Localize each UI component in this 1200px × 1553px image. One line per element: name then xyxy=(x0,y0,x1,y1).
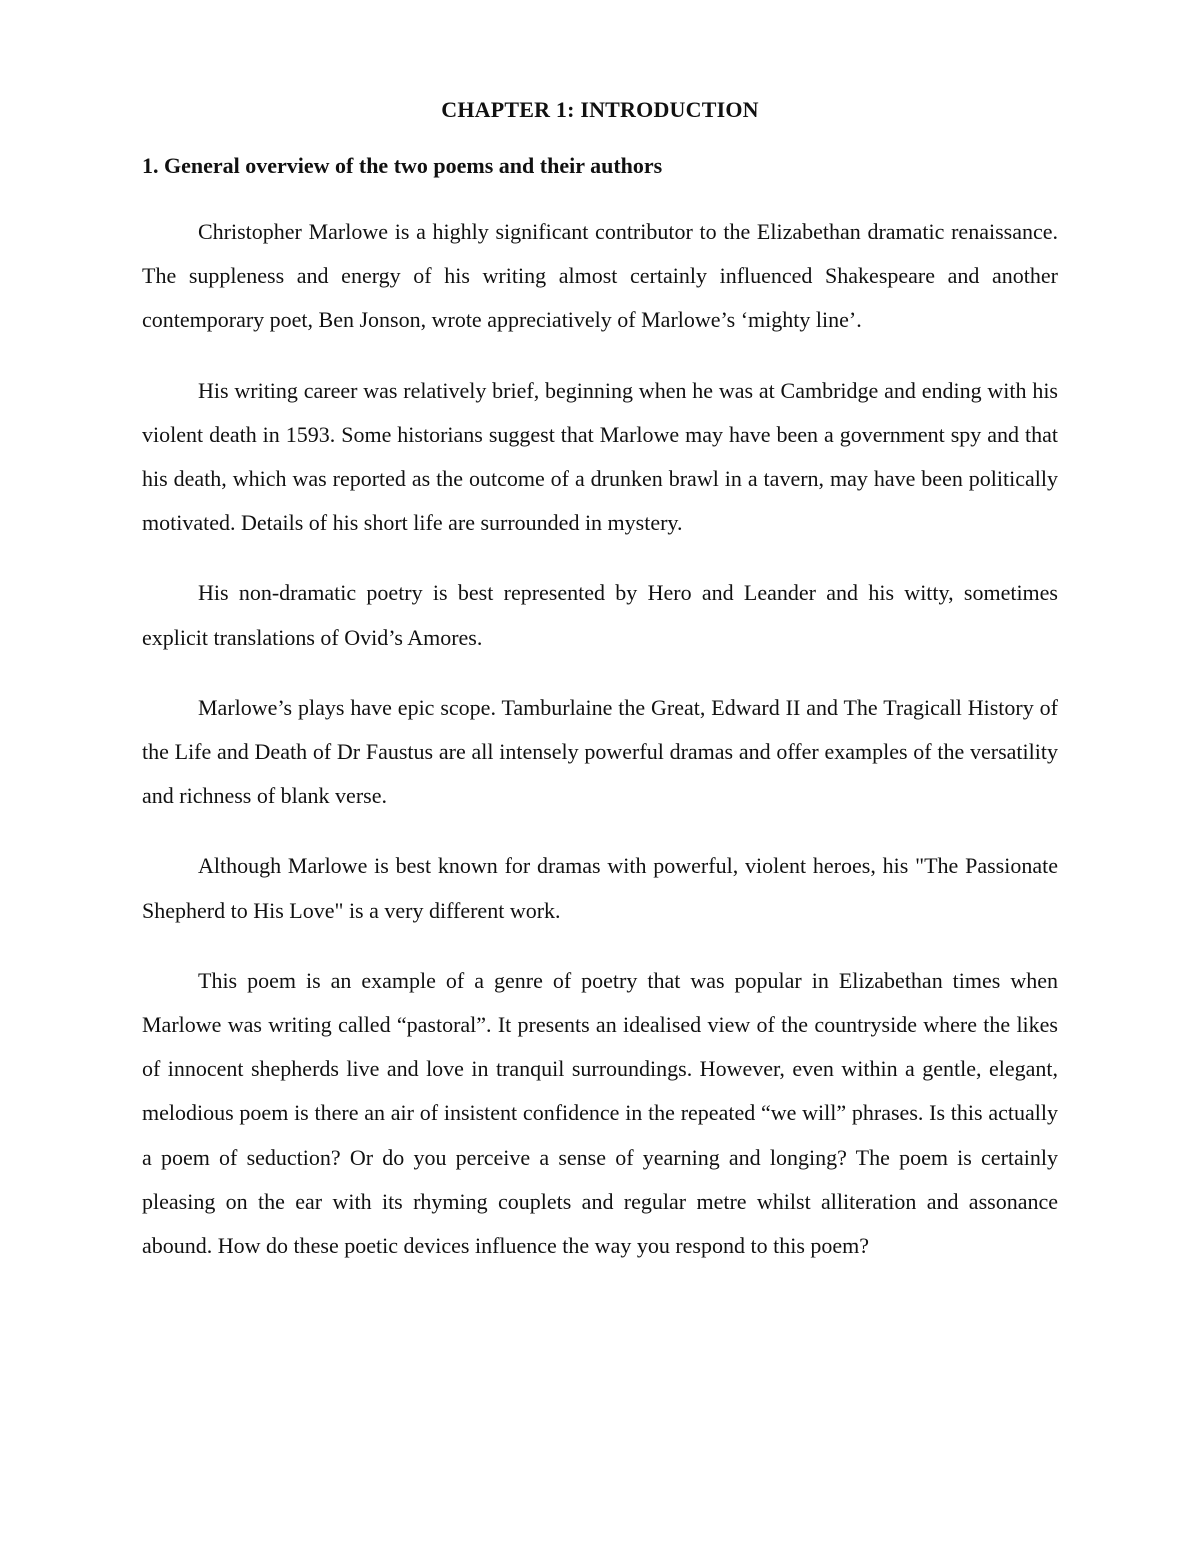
section-heading: 1. General overview of the two poems and their authors xyxy=(142,153,663,178)
page-content xyxy=(142,92,1058,1294)
chapter-title: CHAPTER 1: INTRODUCTION xyxy=(441,97,759,122)
paragraph-writing-career: His writing career was relatively brief, beginning when he was at Cambridge and ending with his violent death in 1593. Some historians suggest that Marlowe may have been a government spy and that his death, which was reported as the outcome of a drunken brawl in a tavern, may have been politically motivated. Details of his short life are surrounded in mystery. xyxy=(142,377,1058,536)
paragraph-plays: Marlowe’s plays have epic scope. Tamburlaine the Great, Edward II and The Tragicall History of the Life and Death of Dr Faustus are all intensely powerful dramas and offer examples of the versatility and richness of blank verse. xyxy=(142,694,1058,809)
paragraph-passionate-shepherd: Although Marlowe is best known for dramas with powerful, violent heroes, his "The Passionate Shepherd to His Love" is a very different work. xyxy=(142,853,1058,923)
paragraph-pastoral-genre: This poem is an example of a genre of poetry that was popular in Elizabethan times when Marlowe was writing called “pastoral”. It presents an idealised view of the countryside where the likes of innocent shepherds live and love in tranquil surroundings. However, even within a gentle, elegant, melodious poem is there an air of insistent confidence in the repeated “we will” phrases. Is this actually a poem of seduction? Or do you perceive a sense of yearning and longing? The poem is certainly pleasing on the ear with its rhyming couplets and regular metre whilst alliteration and assonance abound. How do these poetic devices influence the way you respond to this poem? xyxy=(142,967,1058,1259)
paragraph-non-dramatic-poetry: His non-dramatic poetry is best represented by Hero and Leander and his witty, sometimes explicit translations of Ovid’s Amores. xyxy=(142,580,1058,650)
paragraph-marlowe-intro: Christopher Marlowe is a highly significant contributor to the Elizabethan dramatic renaissance. The suppleness and energy of his writing almost certainly influenced Shakespeare and another contemporary poet, Ben Jonson, wrote appreciatively of Marlowe’s ‘mighty line’. xyxy=(142,219,1058,333)
